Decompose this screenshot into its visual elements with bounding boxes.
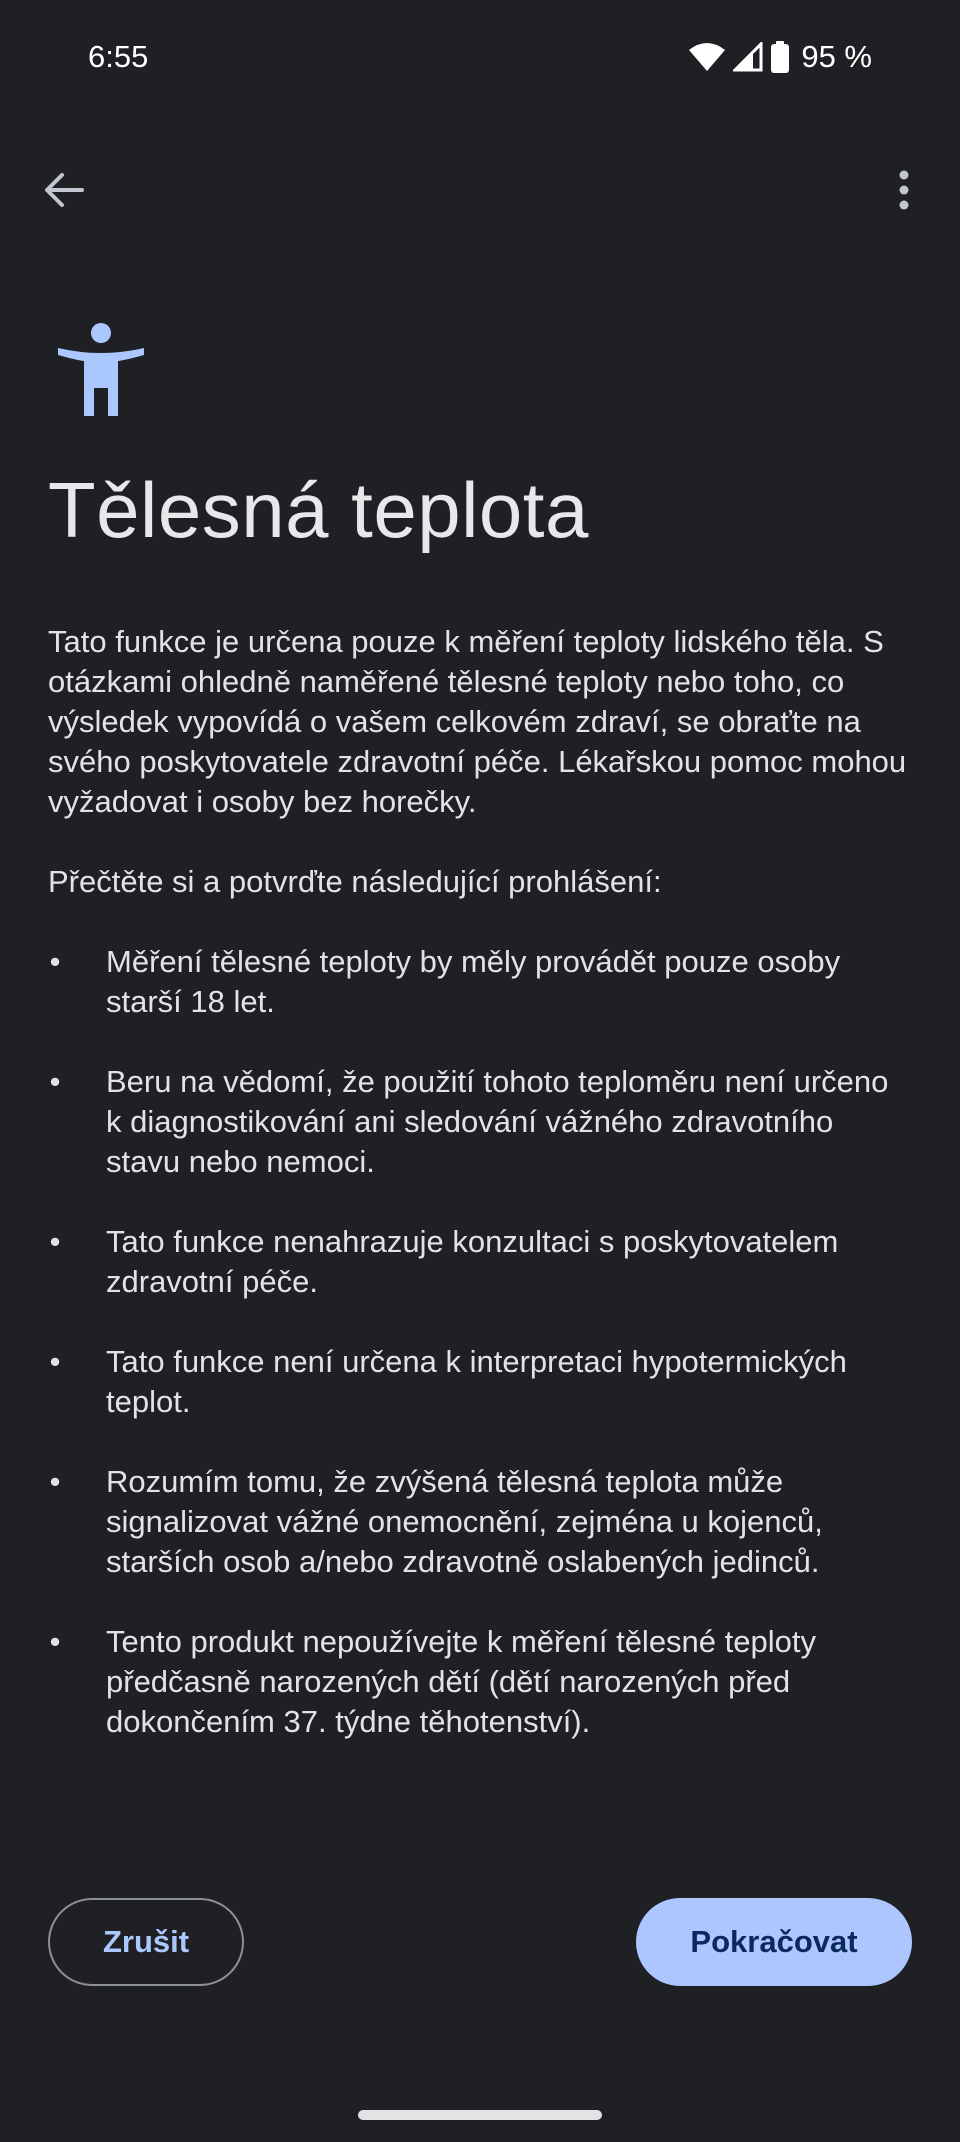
wifi-icon — [689, 42, 725, 72]
bullet: • — [49, 1624, 61, 1659]
statement-list — [48, 942, 912, 1742]
statement-text: Beru na vědomí, že použití tohoto teploměru není určeno k diagnostikování ani sledování vážného zdravotního stavu nebo nemoci. — [106, 1064, 889, 1179]
intro-paragraph: Tato funkce je určena pouze k měření teploty lidského těla. S otázkami ohledně naměřené tělesné teploty nebo toho, co výsledek vypovídá o vašem celkovém zdraví, se obraťte na svého poskytovatele zdravotní péče. Lékařskou pomoc mohou vyžadovat i osoby bez horečky. — [48, 624, 907, 819]
cancel-button[interactable]: Zrušit — [48, 1898, 244, 1986]
statement-text: Tato funkce není určena k interpretaci hypotermických teplot. — [106, 1344, 847, 1419]
gesture-nav-handle[interactable] — [358, 2110, 602, 2120]
status-icons — [689, 36, 872, 78]
battery-percent: 95 % — [801, 39, 872, 74]
accessibility-person-icon — [56, 322, 146, 418]
list-item — [48, 942, 912, 1022]
battery-icon — [771, 41, 789, 73]
continue-button[interactable]: Pokračovat — [636, 1898, 912, 1986]
arrow-back-icon — [44, 172, 84, 208]
statement-text: Tento produkt nepoužívejte k měření tělesné teploty předčasně narozených dětí (dětí narozených před dokončením 37. týdne těhotenství). — [106, 1624, 816, 1739]
bullet: • — [49, 1064, 61, 1099]
acknowledgement-prompt: Přečtěte si a potvrďte následující prohlášení: — [48, 864, 662, 899]
list-item — [48, 1222, 912, 1302]
top-app-bar — [0, 150, 960, 230]
statement-text: Rozumím tomu, že zvýšená tělesná teplota může signalizovat vážné onemocnění, zejména u kojenců, starších osob a/nebo zdravotně oslabených jedinců. — [106, 1464, 823, 1579]
disclaimer-content — [48, 622, 912, 1782]
more-vert-icon — [898, 170, 910, 210]
statement-text: Měření tělesné teploty by měly provádět pouze osoby starší 18 let. — [106, 944, 841, 1019]
back-button[interactable] — [28, 154, 100, 226]
statement-text: Tato funkce nenahrazuje konzultaci s poskytovatelem zdravotní péče. — [106, 1224, 839, 1299]
list-item — [48, 1462, 912, 1582]
list-item — [48, 1342, 912, 1422]
bullet: • — [49, 1224, 61, 1259]
more-options-button[interactable] — [868, 154, 940, 226]
list-item — [48, 1062, 912, 1182]
cell-signal-icon — [733, 42, 763, 72]
bullet: • — [49, 1344, 61, 1379]
status-time: 6:55 — [88, 39, 149, 74]
bullet: • — [49, 944, 61, 979]
status-bar — [0, 0, 960, 120]
page-title: Tělesná teplota — [48, 466, 589, 554]
bullet: • — [49, 1464, 61, 1499]
list-item — [48, 1622, 912, 1742]
